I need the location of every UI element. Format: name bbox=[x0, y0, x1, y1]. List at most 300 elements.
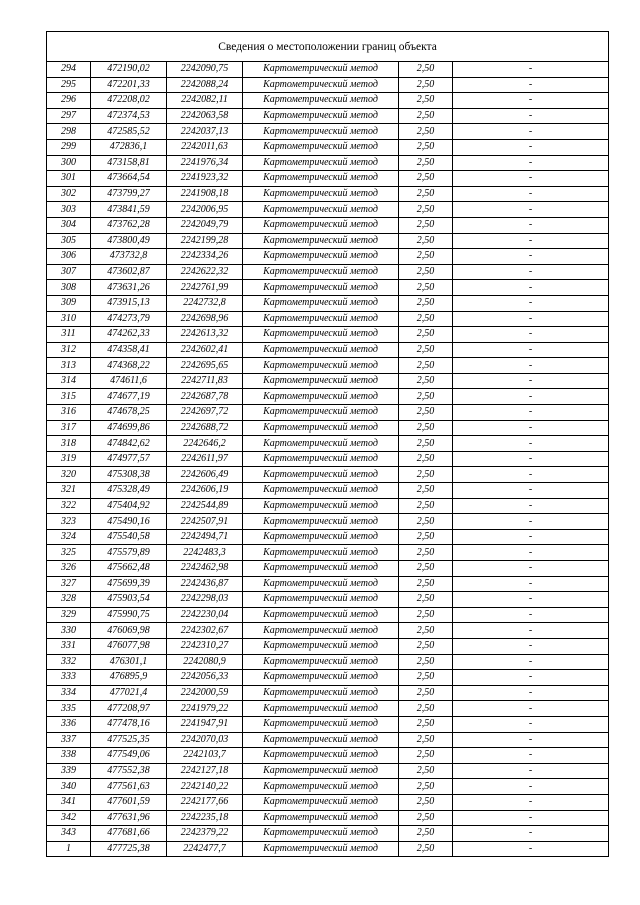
point-number-cell: 325 bbox=[47, 545, 91, 561]
x-coordinate-cell: 473631,26 bbox=[91, 280, 167, 296]
description-cell: - bbox=[453, 405, 609, 421]
precision-cell: 2,50 bbox=[399, 498, 453, 514]
y-coordinate-cell: 2242606,49 bbox=[167, 467, 243, 483]
point-number-cell: 303 bbox=[47, 202, 91, 218]
description-cell: - bbox=[453, 545, 609, 561]
precision-cell: 2,50 bbox=[399, 623, 453, 639]
table-row bbox=[47, 732, 609, 748]
description-cell: - bbox=[453, 373, 609, 389]
y-coordinate-cell: 2242090,75 bbox=[167, 62, 243, 78]
y-coordinate-cell: 2242302,67 bbox=[167, 623, 243, 639]
y-coordinate-cell: 2242688,72 bbox=[167, 420, 243, 436]
y-coordinate-cell: 2242080,9 bbox=[167, 654, 243, 670]
precision-cell: 2,50 bbox=[399, 327, 453, 343]
precision-cell: 2,50 bbox=[399, 217, 453, 233]
y-coordinate-cell: 2242602,41 bbox=[167, 342, 243, 358]
x-coordinate-cell: 474842,62 bbox=[91, 436, 167, 452]
precision-cell: 2,50 bbox=[399, 420, 453, 436]
y-coordinate-cell: 2242698,96 bbox=[167, 311, 243, 327]
description-cell: - bbox=[453, 249, 609, 265]
table-row bbox=[47, 358, 609, 374]
table-row bbox=[47, 654, 609, 670]
precision-cell: 2,50 bbox=[399, 810, 453, 826]
table-row bbox=[47, 483, 609, 499]
point-number-cell: 334 bbox=[47, 685, 91, 701]
point-number-cell: 333 bbox=[47, 670, 91, 686]
point-number-cell: 329 bbox=[47, 607, 91, 623]
table-row bbox=[47, 373, 609, 389]
precision-cell: 2,50 bbox=[399, 467, 453, 483]
x-coordinate-cell: 473800,49 bbox=[91, 233, 167, 249]
point-number-cell: 307 bbox=[47, 264, 91, 280]
precision-cell: 2,50 bbox=[399, 841, 453, 857]
x-coordinate-cell: 472190,02 bbox=[91, 62, 167, 78]
description-cell: - bbox=[453, 732, 609, 748]
point-number-cell: 312 bbox=[47, 342, 91, 358]
method-cell: Картометрический метод bbox=[243, 841, 399, 857]
y-coordinate-cell: 2242310,27 bbox=[167, 638, 243, 654]
description-cell: - bbox=[453, 311, 609, 327]
x-coordinate-cell: 472585,52 bbox=[91, 124, 167, 140]
description-cell: - bbox=[453, 670, 609, 686]
table-row bbox=[47, 389, 609, 405]
point-number-cell: 314 bbox=[47, 373, 91, 389]
description-cell: - bbox=[453, 638, 609, 654]
x-coordinate-cell: 475328,49 bbox=[91, 483, 167, 499]
table-row bbox=[47, 545, 609, 561]
method-cell: Картометрический метод bbox=[243, 436, 399, 452]
method-cell: Картометрический метод bbox=[243, 483, 399, 499]
x-coordinate-cell: 473915,13 bbox=[91, 295, 167, 311]
method-cell: Картометрический метод bbox=[243, 202, 399, 218]
point-number-cell: 322 bbox=[47, 498, 91, 514]
table-row bbox=[47, 529, 609, 545]
x-coordinate-cell: 475699,39 bbox=[91, 576, 167, 592]
point-number-cell: 336 bbox=[47, 716, 91, 732]
method-cell: Картометрический метод bbox=[243, 701, 399, 717]
description-cell: - bbox=[453, 186, 609, 202]
precision-cell: 2,50 bbox=[399, 561, 453, 577]
method-cell: Картометрический метод bbox=[243, 420, 399, 436]
point-number-cell: 338 bbox=[47, 748, 91, 764]
description-cell: - bbox=[453, 342, 609, 358]
y-coordinate-cell: 2242230,04 bbox=[167, 607, 243, 623]
precision-cell: 2,50 bbox=[399, 826, 453, 842]
precision-cell: 2,50 bbox=[399, 62, 453, 78]
precision-cell: 2,50 bbox=[399, 249, 453, 265]
point-number-cell: 311 bbox=[47, 327, 91, 343]
point-number-cell: 301 bbox=[47, 171, 91, 187]
precision-cell: 2,50 bbox=[399, 93, 453, 109]
x-coordinate-cell: 473762,28 bbox=[91, 217, 167, 233]
method-cell: Картометрический метод bbox=[243, 93, 399, 109]
point-number-cell: 300 bbox=[47, 155, 91, 171]
y-coordinate-cell: 2242697,72 bbox=[167, 405, 243, 421]
point-number-cell: 299 bbox=[47, 139, 91, 155]
description-cell: - bbox=[453, 295, 609, 311]
precision-cell: 2,50 bbox=[399, 311, 453, 327]
x-coordinate-cell: 474677,19 bbox=[91, 389, 167, 405]
x-coordinate-cell: 472836,1 bbox=[91, 139, 167, 155]
precision-cell: 2,50 bbox=[399, 264, 453, 280]
table-row bbox=[47, 186, 609, 202]
description-cell: - bbox=[453, 202, 609, 218]
description-cell: - bbox=[453, 826, 609, 842]
precision-cell: 2,50 bbox=[399, 638, 453, 654]
method-cell: Картометрический метод bbox=[243, 139, 399, 155]
y-coordinate-cell: 2242082,11 bbox=[167, 93, 243, 109]
table-row bbox=[47, 763, 609, 779]
y-coordinate-cell: 2242611,97 bbox=[167, 451, 243, 467]
method-cell: Картометрический метод bbox=[243, 217, 399, 233]
x-coordinate-cell: 477208,97 bbox=[91, 701, 167, 717]
point-number-cell: 324 bbox=[47, 529, 91, 545]
y-coordinate-cell: 2242177,66 bbox=[167, 794, 243, 810]
point-number-cell: 304 bbox=[47, 217, 91, 233]
method-cell: Картометрический метод bbox=[243, 561, 399, 577]
y-coordinate-cell: 2242235,18 bbox=[167, 810, 243, 826]
table-row bbox=[47, 498, 609, 514]
table-row bbox=[47, 826, 609, 842]
x-coordinate-cell: 475903,54 bbox=[91, 592, 167, 608]
precision-cell: 2,50 bbox=[399, 373, 453, 389]
x-coordinate-cell: 474273,79 bbox=[91, 311, 167, 327]
y-coordinate-cell: 2242462,98 bbox=[167, 561, 243, 577]
method-cell: Картометрический метод bbox=[243, 529, 399, 545]
method-cell: Картометрический метод bbox=[243, 623, 399, 639]
x-coordinate-cell: 477549,06 bbox=[91, 748, 167, 764]
x-coordinate-cell: 472201,33 bbox=[91, 77, 167, 93]
table-row bbox=[47, 623, 609, 639]
y-coordinate-cell: 2242695,65 bbox=[167, 358, 243, 374]
description-cell: - bbox=[453, 716, 609, 732]
x-coordinate-cell: 473664,54 bbox=[91, 171, 167, 187]
y-coordinate-cell: 2242646,2 bbox=[167, 436, 243, 452]
description-cell: - bbox=[453, 841, 609, 857]
point-number-cell: 340 bbox=[47, 779, 91, 795]
method-cell: Картометрический метод bbox=[243, 779, 399, 795]
point-number-cell: 323 bbox=[47, 514, 91, 530]
table-row bbox=[47, 264, 609, 280]
precision-cell: 2,50 bbox=[399, 342, 453, 358]
y-coordinate-cell: 2242056,33 bbox=[167, 670, 243, 686]
precision-cell: 2,50 bbox=[399, 701, 453, 717]
table-title: Сведения о местоположении границ объекта bbox=[47, 32, 609, 62]
x-coordinate-cell: 475540,58 bbox=[91, 529, 167, 545]
description-cell: - bbox=[453, 561, 609, 577]
method-cell: Картометрический метод bbox=[243, 763, 399, 779]
table-row bbox=[47, 607, 609, 623]
table-row bbox=[47, 342, 609, 358]
method-cell: Картометрический метод bbox=[243, 685, 399, 701]
table-row bbox=[47, 701, 609, 717]
method-cell: Картометрический метод bbox=[243, 405, 399, 421]
y-coordinate-cell: 2242103,7 bbox=[167, 748, 243, 764]
table-row bbox=[47, 217, 609, 233]
description-cell: - bbox=[453, 327, 609, 343]
point-number-cell: 313 bbox=[47, 358, 91, 374]
x-coordinate-cell: 473799,27 bbox=[91, 186, 167, 202]
y-coordinate-cell: 2241947,91 bbox=[167, 716, 243, 732]
description-cell: - bbox=[453, 358, 609, 374]
method-cell: Картометрический метод bbox=[243, 607, 399, 623]
point-number-cell: 330 bbox=[47, 623, 91, 639]
x-coordinate-cell: 474368,22 bbox=[91, 358, 167, 374]
precision-cell: 2,50 bbox=[399, 77, 453, 93]
x-coordinate-cell: 474611,6 bbox=[91, 373, 167, 389]
description-cell: - bbox=[453, 529, 609, 545]
x-coordinate-cell: 474358,41 bbox=[91, 342, 167, 358]
precision-cell: 2,50 bbox=[399, 202, 453, 218]
method-cell: Картометрический метод bbox=[243, 498, 399, 514]
table-row bbox=[47, 514, 609, 530]
boundary-table bbox=[46, 31, 609, 857]
point-number-cell: 343 bbox=[47, 826, 91, 842]
description-cell: - bbox=[453, 623, 609, 639]
table-row bbox=[47, 685, 609, 701]
method-cell: Картометрический метод bbox=[243, 124, 399, 140]
description-cell: - bbox=[453, 451, 609, 467]
point-number-cell: 294 bbox=[47, 62, 91, 78]
y-coordinate-cell: 2242063,58 bbox=[167, 108, 243, 124]
method-cell: Картометрический метод bbox=[243, 311, 399, 327]
method-cell: Картометрический метод bbox=[243, 810, 399, 826]
point-number-cell: 1 bbox=[47, 841, 91, 857]
table-row bbox=[47, 794, 609, 810]
method-cell: Картометрический метод bbox=[243, 748, 399, 764]
table-row bbox=[47, 202, 609, 218]
method-cell: Картометрический метод bbox=[243, 451, 399, 467]
point-number-cell: 331 bbox=[47, 638, 91, 654]
y-coordinate-cell: 2242298,03 bbox=[167, 592, 243, 608]
description-cell: - bbox=[453, 77, 609, 93]
table-row bbox=[47, 249, 609, 265]
precision-cell: 2,50 bbox=[399, 592, 453, 608]
precision-cell: 2,50 bbox=[399, 545, 453, 561]
table-row bbox=[47, 233, 609, 249]
table-row bbox=[47, 62, 609, 78]
table-row bbox=[47, 841, 609, 857]
method-cell: Картометрический метод bbox=[243, 467, 399, 483]
precision-cell: 2,50 bbox=[399, 748, 453, 764]
x-coordinate-cell: 475990,75 bbox=[91, 607, 167, 623]
table-row bbox=[47, 327, 609, 343]
point-number-cell: 337 bbox=[47, 732, 91, 748]
x-coordinate-cell: 475404,92 bbox=[91, 498, 167, 514]
description-cell: - bbox=[453, 794, 609, 810]
method-cell: Картометрический метод bbox=[243, 342, 399, 358]
precision-cell: 2,50 bbox=[399, 685, 453, 701]
precision-cell: 2,50 bbox=[399, 716, 453, 732]
point-number-cell: 302 bbox=[47, 186, 91, 202]
y-coordinate-cell: 2242613,32 bbox=[167, 327, 243, 343]
precision-cell: 2,50 bbox=[399, 295, 453, 311]
x-coordinate-cell: 477525,35 bbox=[91, 732, 167, 748]
x-coordinate-cell: 473602,87 bbox=[91, 264, 167, 280]
method-cell: Картометрический метод bbox=[243, 732, 399, 748]
precision-cell: 2,50 bbox=[399, 139, 453, 155]
y-coordinate-cell: 2242477,7 bbox=[167, 841, 243, 857]
description-cell: - bbox=[453, 498, 609, 514]
point-number-cell: 305 bbox=[47, 233, 91, 249]
table-row bbox=[47, 638, 609, 654]
precision-cell: 2,50 bbox=[399, 358, 453, 374]
description-cell: - bbox=[453, 155, 609, 171]
point-number-cell: 309 bbox=[47, 295, 91, 311]
point-number-cell: 341 bbox=[47, 794, 91, 810]
y-coordinate-cell: 2242732,8 bbox=[167, 295, 243, 311]
table-row bbox=[47, 436, 609, 452]
table-row bbox=[47, 779, 609, 795]
description-cell: - bbox=[453, 389, 609, 405]
precision-cell: 2,50 bbox=[399, 389, 453, 405]
x-coordinate-cell: 474262,33 bbox=[91, 327, 167, 343]
method-cell: Картометрический метод bbox=[243, 794, 399, 810]
y-coordinate-cell: 2242037,13 bbox=[167, 124, 243, 140]
description-cell: - bbox=[453, 171, 609, 187]
point-number-cell: 332 bbox=[47, 654, 91, 670]
precision-cell: 2,50 bbox=[399, 171, 453, 187]
method-cell: Картометрический метод bbox=[243, 155, 399, 171]
y-coordinate-cell: 2242088,24 bbox=[167, 77, 243, 93]
x-coordinate-cell: 477561,63 bbox=[91, 779, 167, 795]
method-cell: Картометрический метод bbox=[243, 373, 399, 389]
precision-cell: 2,50 bbox=[399, 732, 453, 748]
table-row bbox=[47, 467, 609, 483]
x-coordinate-cell: 477681,66 bbox=[91, 826, 167, 842]
x-coordinate-cell: 474678,25 bbox=[91, 405, 167, 421]
point-number-cell: 328 bbox=[47, 592, 91, 608]
table-row bbox=[47, 108, 609, 124]
y-coordinate-cell: 2241979,22 bbox=[167, 701, 243, 717]
description-cell: - bbox=[453, 576, 609, 592]
y-coordinate-cell: 2242687,78 bbox=[167, 389, 243, 405]
method-cell: Картометрический метод bbox=[243, 327, 399, 343]
x-coordinate-cell: 477725,38 bbox=[91, 841, 167, 857]
method-cell: Картометрический метод bbox=[243, 62, 399, 78]
point-number-cell: 317 bbox=[47, 420, 91, 436]
method-cell: Картометрический метод bbox=[243, 716, 399, 732]
precision-cell: 2,50 bbox=[399, 436, 453, 452]
method-cell: Картометрический метод bbox=[243, 77, 399, 93]
table-title-row bbox=[47, 32, 609, 62]
method-cell: Картометрический метод bbox=[243, 545, 399, 561]
y-coordinate-cell: 2241923,32 bbox=[167, 171, 243, 187]
table-row bbox=[47, 592, 609, 608]
method-cell: Картометрический метод bbox=[243, 654, 399, 670]
y-coordinate-cell: 2242711,83 bbox=[167, 373, 243, 389]
y-coordinate-cell: 2242436,87 bbox=[167, 576, 243, 592]
x-coordinate-cell: 473841,59 bbox=[91, 202, 167, 218]
description-cell: - bbox=[453, 264, 609, 280]
point-number-cell: 318 bbox=[47, 436, 91, 452]
method-cell: Картометрический метод bbox=[243, 592, 399, 608]
point-number-cell: 335 bbox=[47, 701, 91, 717]
description-cell: - bbox=[453, 217, 609, 233]
precision-cell: 2,50 bbox=[399, 280, 453, 296]
y-coordinate-cell: 2242049,79 bbox=[167, 217, 243, 233]
y-coordinate-cell: 2242606,19 bbox=[167, 483, 243, 499]
x-coordinate-cell: 477021,4 bbox=[91, 685, 167, 701]
y-coordinate-cell: 2242140,22 bbox=[167, 779, 243, 795]
table-row bbox=[47, 280, 609, 296]
method-cell: Картометрический метод bbox=[243, 108, 399, 124]
precision-cell: 2,50 bbox=[399, 483, 453, 499]
y-coordinate-cell: 2242379,22 bbox=[167, 826, 243, 842]
method-cell: Картометрический метод bbox=[243, 826, 399, 842]
y-coordinate-cell: 2242507,91 bbox=[167, 514, 243, 530]
description-cell: - bbox=[453, 607, 609, 623]
description-cell: - bbox=[453, 592, 609, 608]
description-cell: - bbox=[453, 280, 609, 296]
x-coordinate-cell: 472208,02 bbox=[91, 93, 167, 109]
precision-cell: 2,50 bbox=[399, 233, 453, 249]
precision-cell: 2,50 bbox=[399, 155, 453, 171]
x-coordinate-cell: 475579,89 bbox=[91, 545, 167, 561]
description-cell: - bbox=[453, 124, 609, 140]
table-row bbox=[47, 451, 609, 467]
x-coordinate-cell: 475662,48 bbox=[91, 561, 167, 577]
table-row bbox=[47, 576, 609, 592]
y-coordinate-cell: 2242494,71 bbox=[167, 529, 243, 545]
point-number-cell: 295 bbox=[47, 77, 91, 93]
description-cell: - bbox=[453, 108, 609, 124]
y-coordinate-cell: 2242199,28 bbox=[167, 233, 243, 249]
description-cell: - bbox=[453, 701, 609, 717]
method-cell: Картометрический метод bbox=[243, 358, 399, 374]
x-coordinate-cell: 477601,59 bbox=[91, 794, 167, 810]
description-cell: - bbox=[453, 810, 609, 826]
table-row bbox=[47, 420, 609, 436]
y-coordinate-cell: 2242334,26 bbox=[167, 249, 243, 265]
description-cell: - bbox=[453, 93, 609, 109]
point-number-cell: 310 bbox=[47, 311, 91, 327]
precision-cell: 2,50 bbox=[399, 124, 453, 140]
x-coordinate-cell: 476077,98 bbox=[91, 638, 167, 654]
point-number-cell: 296 bbox=[47, 93, 91, 109]
precision-cell: 2,50 bbox=[399, 405, 453, 421]
description-cell: - bbox=[453, 763, 609, 779]
precision-cell: 2,50 bbox=[399, 529, 453, 545]
x-coordinate-cell: 476069,98 bbox=[91, 623, 167, 639]
description-cell: - bbox=[453, 233, 609, 249]
point-number-cell: 321 bbox=[47, 483, 91, 499]
point-number-cell: 308 bbox=[47, 280, 91, 296]
method-cell: Картометрический метод bbox=[243, 514, 399, 530]
method-cell: Картометрический метод bbox=[243, 576, 399, 592]
y-coordinate-cell: 2242000,59 bbox=[167, 685, 243, 701]
method-cell: Картометрический метод bbox=[243, 670, 399, 686]
point-number-cell: 306 bbox=[47, 249, 91, 265]
precision-cell: 2,50 bbox=[399, 654, 453, 670]
method-cell: Картометрический метод bbox=[243, 264, 399, 280]
description-cell: - bbox=[453, 514, 609, 530]
precision-cell: 2,50 bbox=[399, 451, 453, 467]
description-cell: - bbox=[453, 62, 609, 78]
precision-cell: 2,50 bbox=[399, 108, 453, 124]
point-number-cell: 339 bbox=[47, 763, 91, 779]
table-row bbox=[47, 155, 609, 171]
method-cell: Картометрический метод bbox=[243, 249, 399, 265]
x-coordinate-cell: 476895,9 bbox=[91, 670, 167, 686]
x-coordinate-cell: 477478,16 bbox=[91, 716, 167, 732]
table-row bbox=[47, 405, 609, 421]
precision-cell: 2,50 bbox=[399, 607, 453, 623]
point-number-cell: 297 bbox=[47, 108, 91, 124]
description-cell: - bbox=[453, 779, 609, 795]
table-row bbox=[47, 295, 609, 311]
table-row bbox=[47, 311, 609, 327]
